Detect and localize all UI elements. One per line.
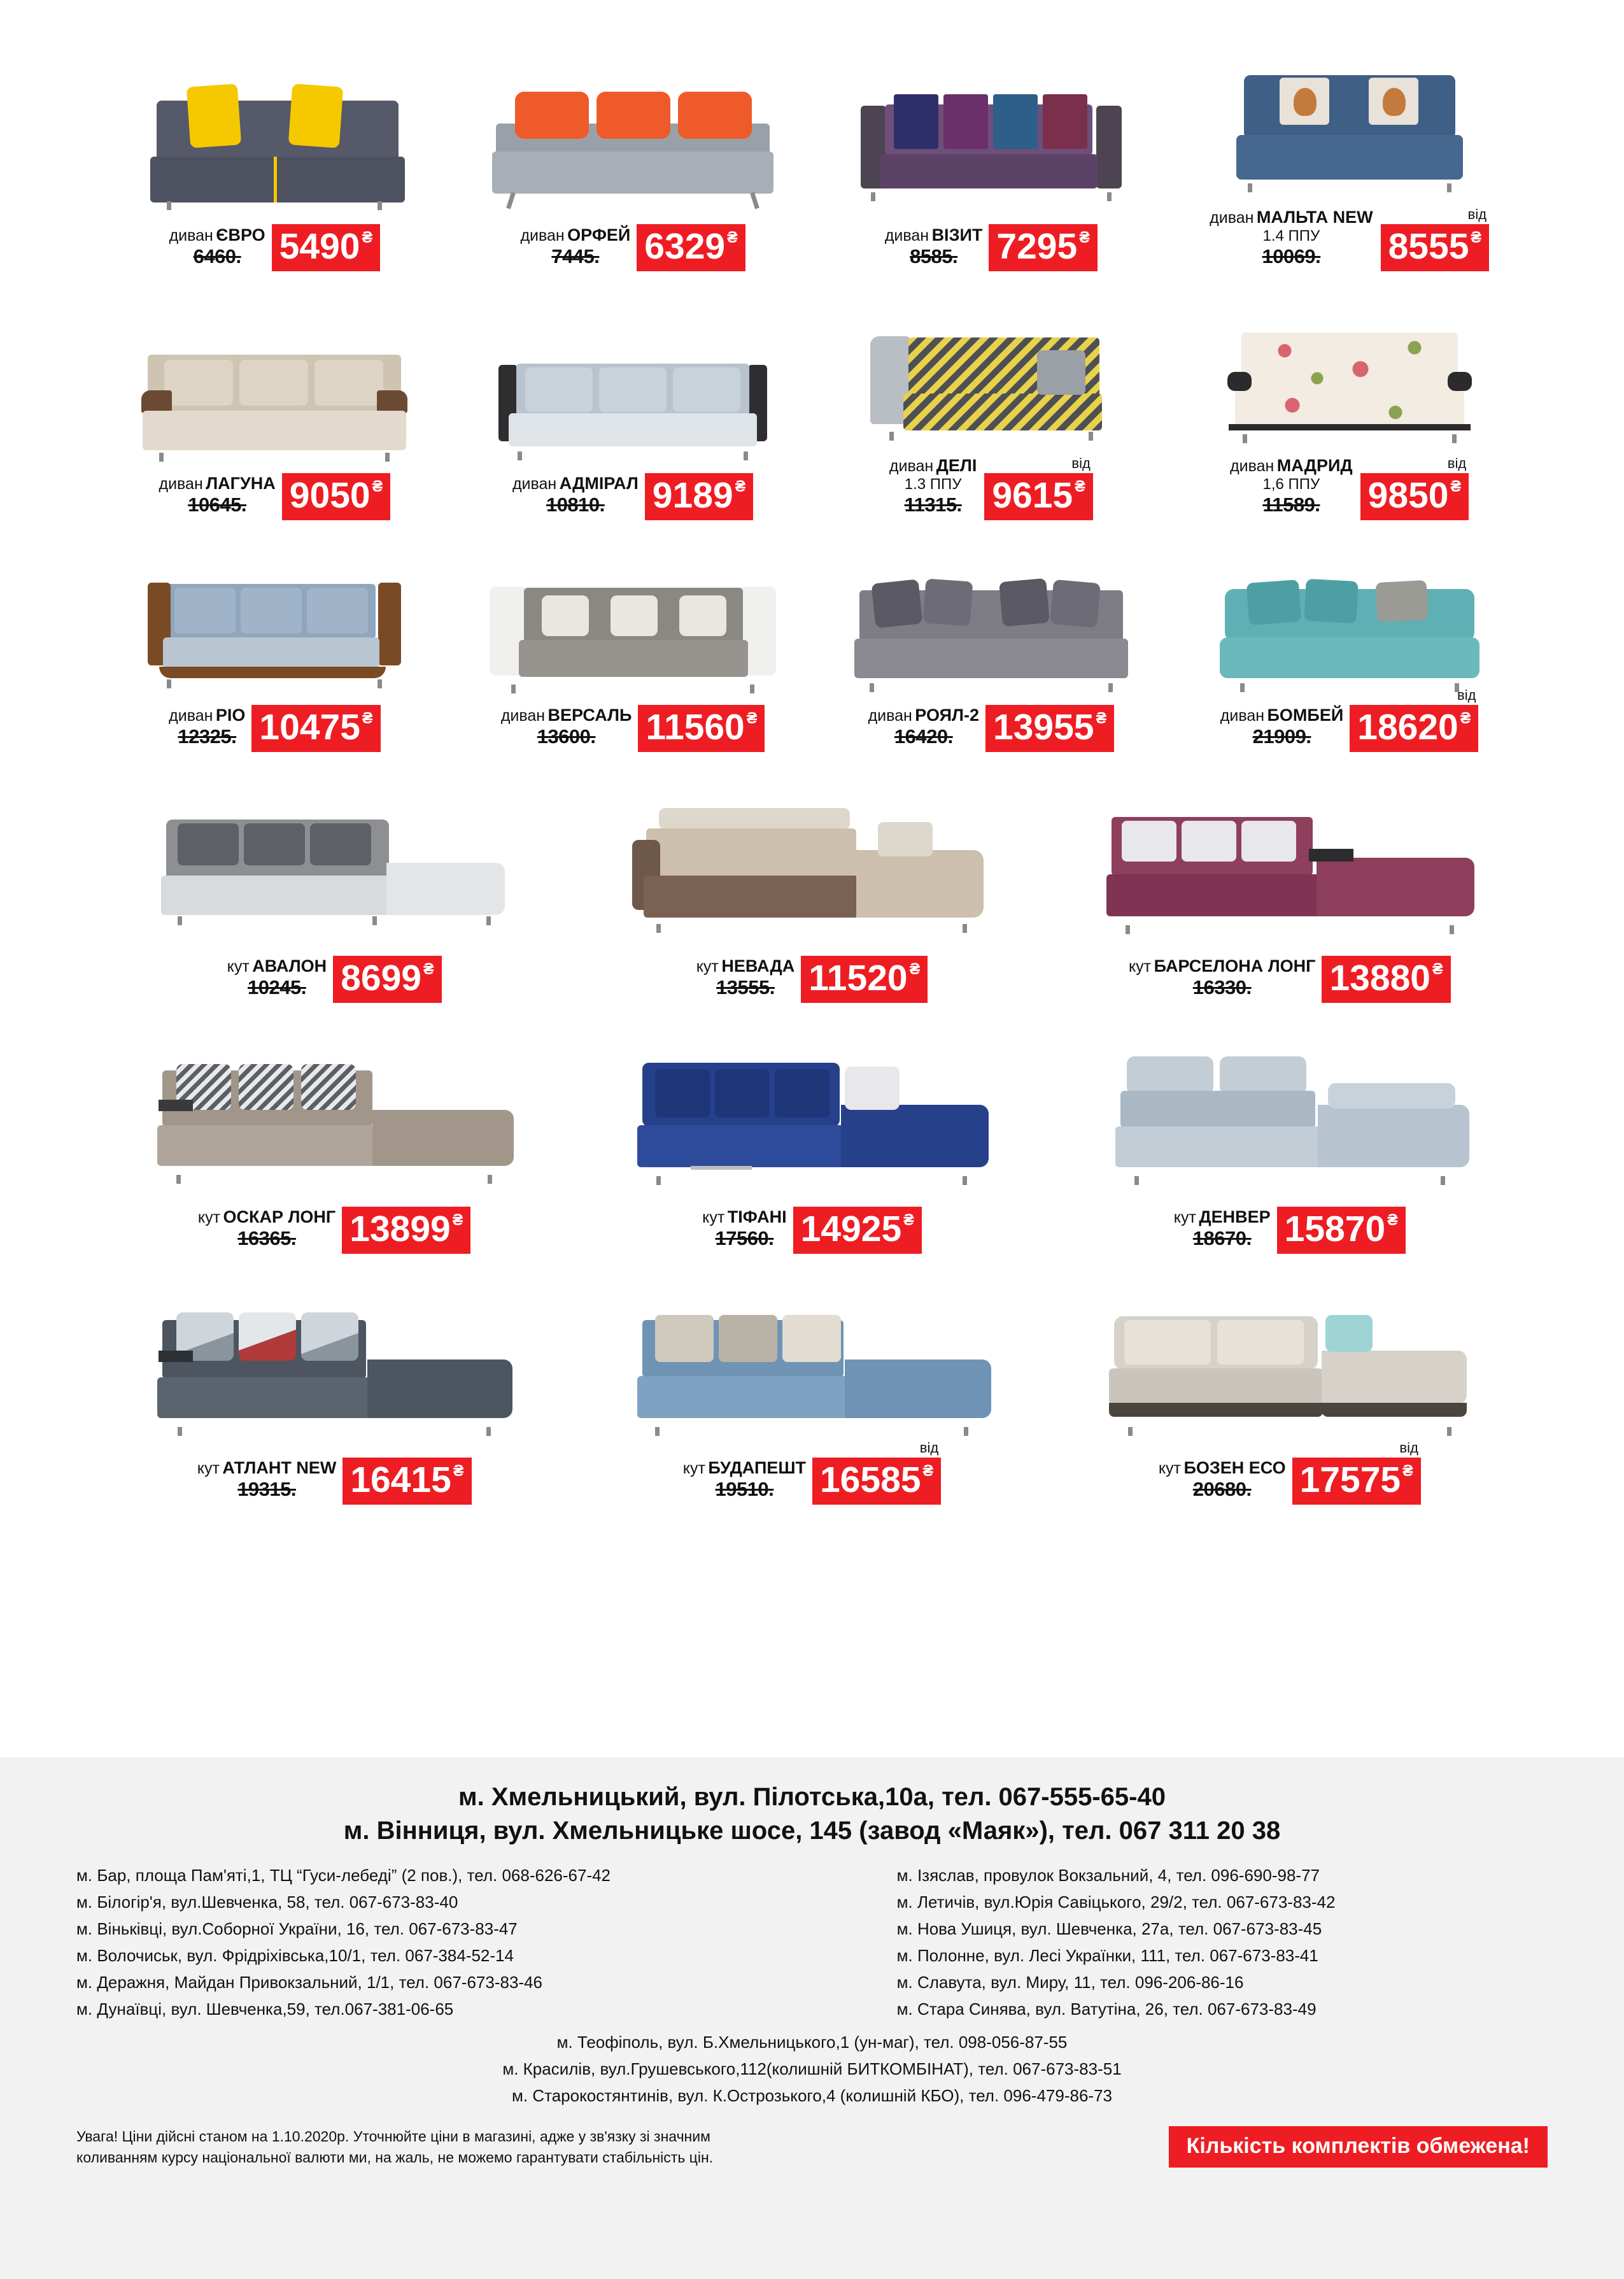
product-name: АДМІРАЛ — [559, 473, 639, 493]
product-label — [197, 1458, 343, 1505]
product-label — [1230, 456, 1360, 520]
price-value: 7295 — [996, 226, 1078, 267]
product-label — [889, 456, 984, 520]
product-image-evro — [95, 55, 454, 220]
product-label — [683, 1458, 812, 1505]
product-kind: диван — [1230, 457, 1274, 476]
currency-sign: ₴ — [452, 1210, 463, 1229]
product-kind: диван — [512, 474, 557, 493]
price-line — [1051, 1207, 1529, 1254]
product-card-nevada[interactable] — [573, 774, 1050, 1025]
price-badge — [342, 1458, 471, 1505]
product-name: МАЛЬТА NEW — [1256, 208, 1373, 227]
old-price: 11315. — [904, 493, 962, 516]
price-line — [454, 473, 812, 520]
footer-headline-line2: м. Вінниця, вул. Хмельницьке шосе, 145 (завод «Маяк»), тел. 067 311 20 38 — [343, 1816, 1281, 1845]
product-note: 1.3 ППУ — [904, 476, 962, 493]
product-name: ЛАГУНА — [206, 473, 276, 493]
product-card-bombay[interactable] — [1170, 542, 1529, 774]
price-line — [95, 1458, 573, 1505]
price-line — [812, 456, 1171, 520]
product-image-rio — [95, 542, 454, 701]
branch-item: м. Волочиськ, вул. Фрідріхівська,10/1, тел. 067-384-52-14 — [76, 1945, 514, 1965]
price-line — [454, 224, 812, 271]
product-card-versal[interactable] — [454, 542, 812, 774]
product-row — [95, 293, 1529, 541]
product-name: НЕВАДА — [721, 956, 795, 976]
price-badge — [1277, 1207, 1406, 1254]
branch-item: м. Ізяслав, провулок Вокзальний, 4, тел. 096-690-98-77 — [896, 1865, 1320, 1885]
branch-item: м. Летичів, вул.Юрія Савіцького, 29/2, тел. 067-673-83-42 — [896, 1892, 1336, 1912]
price-badge — [282, 473, 391, 520]
price-value: 16585 — [819, 1459, 921, 1500]
product-image-orfey — [454, 55, 812, 220]
product-card-deli[interactable] — [812, 293, 1171, 541]
price-line — [573, 1439, 1050, 1505]
price-value: 6329 — [644, 226, 726, 267]
product-kind: диван — [500, 706, 546, 725]
branch-column-center — [76, 2029, 1548, 2109]
product-name: БОМБЕЙ — [1267, 705, 1344, 725]
currency-sign: ₴ — [362, 709, 373, 727]
product-card-bozen-eco[interactable] — [1051, 1275, 1529, 1526]
product-name: ДЕЛІ — [936, 456, 977, 476]
product-row — [95, 542, 1529, 774]
product-image-budapest — [573, 1275, 1050, 1454]
price-value: 16415 — [350, 1459, 451, 1500]
price-badge — [812, 1439, 941, 1505]
branch-item: м. Теофіполь, вул. Б.Хмельницького,1 (ун-маг), тел. 098-056-87-55 — [556, 2033, 1068, 2052]
product-image-oskar-long — [95, 1025, 573, 1203]
price-value: 5490 — [279, 226, 360, 267]
product-kind: кут — [696, 957, 719, 976]
old-price: 7445. — [551, 245, 600, 267]
product-card-tifani[interactable] — [573, 1025, 1050, 1275]
branch-item: м. Віньківці, вул.Соборної України, 16, тел. 067-673-83-47 — [76, 1919, 518, 1938]
product-image-nevada — [573, 774, 1050, 952]
branch-item: м. Полонне, вул. Лесі Українки, 111, тел. 067-673-83-41 — [896, 1945, 1318, 1965]
product-name: ДЕНВЕР — [1199, 1207, 1271, 1226]
currency-sign: ₴ — [909, 960, 921, 978]
product-card-orfey[interactable] — [454, 38, 812, 293]
product-image-deli — [812, 293, 1171, 452]
product-name: ВІЗИТ — [931, 225, 983, 245]
product-label — [169, 225, 272, 272]
branch-item: м. Нова Ушиця, вул. Шевченка, 27а, тел. 067-673-83-45 — [896, 1919, 1322, 1938]
product-kind: кут — [1128, 957, 1152, 976]
old-price: 19315. — [237, 1477, 296, 1500]
price-line — [454, 705, 812, 752]
product-label — [1129, 956, 1322, 1003]
product-name: РОЯЛ-2 — [915, 705, 979, 725]
product-card-madrid[interactable] — [1170, 293, 1529, 541]
price-line — [95, 1207, 573, 1254]
price-badge — [989, 224, 1098, 271]
product-image-bozen-eco — [1051, 1275, 1529, 1454]
product-kind: кут — [1158, 1459, 1181, 1477]
branch-item: м. Стара Синява, вул. Ватутіна, 26, тел. 067-673-83-49 — [896, 1999, 1317, 2019]
product-row — [95, 38, 1529, 293]
product-row — [95, 1275, 1529, 1526]
product-image-avalon — [95, 774, 573, 952]
product-label — [198, 1207, 342, 1254]
price-badge — [1360, 455, 1469, 520]
price-value: 10475 — [259, 706, 360, 748]
currency-sign: ₴ — [727, 229, 738, 247]
branch-item: м. Старокостянтинів, вул. К.Острозького,4 (колишній КБО), тел. 096-479-86-73 — [512, 2086, 1112, 2106]
currency-sign: ₴ — [746, 709, 758, 727]
price-badge — [251, 705, 380, 752]
price-value: 8699 — [341, 957, 421, 998]
currency-sign: ₴ — [1079, 229, 1090, 247]
price-badge — [638, 705, 765, 752]
product-image-barcelona-long — [1051, 774, 1529, 952]
from-label: від — [1467, 206, 1487, 223]
price-value: 9850 — [1367, 474, 1449, 516]
product-label — [868, 706, 985, 752]
product-label — [1159, 1458, 1292, 1505]
price-value: 9050 — [289, 474, 371, 516]
old-price: 13555. — [716, 976, 775, 998]
product-card-budapest[interactable] — [573, 1275, 1050, 1526]
currency-sign: ₴ — [1471, 229, 1482, 247]
currency-sign: ₴ — [362, 229, 373, 247]
product-card-denver[interactable] — [1051, 1025, 1529, 1275]
from-label: від — [1071, 455, 1091, 471]
product-label — [501, 706, 639, 752]
product-row — [95, 774, 1529, 1025]
product-kind: диван — [169, 226, 213, 245]
currency-sign: ₴ — [1096, 709, 1107, 727]
product-name: БОЗЕН ЕСО — [1183, 1458, 1286, 1477]
product-image-bombay — [1170, 542, 1529, 701]
old-price: 6460. — [193, 245, 241, 267]
product-name: ОРФЕЙ — [567, 225, 631, 245]
product-label — [1220, 706, 1350, 752]
old-price: 10245. — [247, 976, 306, 998]
product-label — [1174, 1207, 1277, 1254]
product-row — [95, 1025, 1529, 1275]
product-card-laguna[interactable] — [95, 293, 454, 541]
old-price: 8585. — [910, 245, 958, 267]
product-card-rio[interactable] — [95, 542, 454, 774]
old-price: 16420. — [894, 725, 953, 748]
product-card-evro[interactable] — [95, 38, 454, 293]
product-kind: диван — [884, 226, 929, 245]
currency-sign: ₴ — [1460, 709, 1471, 727]
product-name: БУДАПЕШТ — [708, 1458, 806, 1477]
product-name: БАРСЕЛОНА ЛОНГ — [1154, 956, 1316, 976]
product-name: МАДРИД — [1276, 456, 1353, 476]
price-value: 15870 — [1284, 1208, 1386, 1249]
product-kind: кут — [1173, 1208, 1196, 1226]
branch-item: м. Бар, площа Пам'яті,1, ТЦ “Гуси-лебеді” (2 пов.), тел. 068-626-67-42 — [76, 1865, 611, 1885]
footer-headline — [76, 1780, 1548, 1848]
product-kind: диван — [1210, 209, 1254, 227]
currency-sign: ₴ — [922, 1461, 934, 1480]
product-note: 1,6 ППУ — [1262, 476, 1320, 493]
branch-item: м. Славута, вул. Миру, 11, тел. 096-206-86-16 — [896, 1973, 1244, 1992]
product-name: АТЛАНТ NEW — [222, 1458, 337, 1477]
price-value: 18620 — [1357, 706, 1458, 748]
product-kind: диван — [1220, 706, 1265, 725]
product-label — [1210, 208, 1380, 271]
old-price: 12325. — [178, 725, 237, 748]
product-label — [169, 706, 251, 752]
product-name: ТІФАНІ — [727, 1207, 787, 1226]
price-value: 11560 — [646, 706, 745, 748]
product-card-barcelona-long[interactable] — [1051, 774, 1529, 1025]
price-disclaimer — [76, 2126, 713, 2169]
price-value: 13880 — [1329, 957, 1430, 998]
product-kind: диван — [868, 706, 912, 725]
currency-sign: ₴ — [1402, 1461, 1413, 1480]
product-kind: кут — [702, 1208, 725, 1226]
product-label — [159, 474, 281, 520]
product-name: РІО — [215, 705, 246, 725]
old-price: 18670. — [1192, 1226, 1252, 1249]
price-line — [95, 473, 454, 520]
product-card-atlant-new[interactable] — [95, 1275, 573, 1526]
old-price: 16365. — [237, 1226, 296, 1249]
product-label — [696, 956, 801, 1003]
price-line — [1170, 208, 1529, 271]
product-kind: диван — [169, 706, 213, 725]
product-image-madrid — [1170, 293, 1529, 452]
branch-list — [76, 1862, 1548, 2023]
price-value: 14925 — [800, 1208, 902, 1249]
product-card-admiral[interactable] — [454, 293, 812, 541]
limited-stock-badge: Кількість комплектів обмежена! — [1169, 2126, 1548, 2168]
old-price: 10069. — [1262, 245, 1321, 267]
branch-column-left — [76, 1862, 797, 2023]
product-image-atlant-new — [95, 1275, 573, 1454]
product-card-avalon[interactable] — [95, 774, 573, 1025]
price-badge — [1350, 686, 1478, 752]
price-badge — [1292, 1439, 1421, 1505]
product-image-malta-new — [1170, 38, 1529, 204]
product-kind: кут — [197, 1459, 220, 1477]
price-badge — [793, 1207, 922, 1254]
old-price: 16330. — [1192, 976, 1252, 998]
old-price: 10645. — [188, 493, 247, 516]
product-image-royal-2 — [812, 542, 1171, 701]
product-label — [227, 956, 334, 1003]
currency-sign: ₴ — [1450, 477, 1462, 495]
footer — [0, 1756, 1624, 2279]
price-line — [95, 956, 573, 1003]
price-value: 17575 — [1299, 1459, 1401, 1500]
price-badge — [1381, 206, 1490, 271]
from-label: від — [1447, 455, 1467, 471]
product-kind: диван — [520, 226, 565, 245]
disclaimer-line2: коливанням курсу національної валюти ми, на жаль, не можемо гарантувати стабільність цін. — [76, 2148, 714, 2166]
old-price: 11589. — [1262, 493, 1320, 516]
branch-item: м. Дунаївці, вул. Шевченка,59, тел.067-381-06-65 — [76, 1999, 454, 2019]
disclaimer-line1: Увага! Ціни дійсні станом на 1.10.2020р. Уточнюйте ціни в магазині, адже у зв'язку зі значним — [76, 2127, 710, 2145]
product-image-vizit — [812, 55, 1171, 220]
price-line — [1051, 1439, 1529, 1505]
price-value: 11520 — [808, 957, 908, 998]
product-image-denver — [1051, 1025, 1529, 1203]
price-line — [1170, 456, 1529, 520]
product-kind: диван — [889, 457, 934, 476]
price-badge — [645, 473, 754, 520]
price-badge — [272, 224, 381, 271]
currency-sign: ₴ — [1075, 477, 1085, 495]
product-kind: диван — [159, 474, 203, 493]
product-card-oskar-long[interactable] — [95, 1025, 573, 1275]
product-image-tifani — [573, 1025, 1050, 1203]
product-kind: кут — [197, 1208, 221, 1226]
product-kind: кут — [682, 1459, 705, 1477]
currency-sign: ₴ — [735, 477, 746, 495]
product-card-vizit[interactable] — [812, 38, 1171, 293]
product-card-royal-2[interactable] — [812, 542, 1171, 774]
old-price: 13600. — [537, 725, 596, 748]
product-image-admiral — [454, 310, 812, 469]
old-price: 17560. — [715, 1226, 774, 1249]
product-note: 1.4 ППУ — [1262, 227, 1320, 245]
from-label: від — [919, 1439, 939, 1456]
price-value: 13955 — [992, 706, 1094, 748]
currency-sign: ₴ — [423, 960, 434, 978]
price-badge — [333, 956, 442, 1003]
currency-sign: ₴ — [903, 1210, 914, 1229]
footer-headline-line1: м. Хмельницький, вул. Пілотська,10а, тел. 067-555-65-40 — [458, 1783, 1166, 1811]
product-label — [702, 1207, 793, 1254]
branch-item: м. Красилів, вул.Грушевського,112(колишній БИТКОМБІНАТ), тел. 067-673-83-51 — [502, 2059, 1122, 2079]
price-line — [812, 224, 1171, 271]
product-label — [520, 225, 637, 272]
footer-bottom-bar — [76, 2126, 1548, 2169]
price-badge — [637, 224, 745, 271]
product-image-versal — [454, 542, 812, 701]
product-name: ЄВРО — [216, 225, 265, 245]
product-name: ОСКАР ЛОНГ — [223, 1207, 336, 1226]
old-price: 10810. — [546, 493, 605, 516]
product-image-laguna — [95, 310, 454, 469]
price-value: 9189 — [652, 474, 733, 516]
product-label — [512, 474, 645, 520]
price-value: 13899 — [350, 1208, 451, 1249]
price-badge — [801, 956, 928, 1003]
price-badge — [342, 1207, 470, 1254]
product-name: ВЕРСАЛЬ — [547, 705, 632, 725]
price-value: 8555 — [1388, 226, 1469, 267]
product-label — [885, 225, 989, 272]
price-badge — [984, 455, 1093, 520]
price-line — [812, 705, 1171, 752]
price-line — [1170, 686, 1529, 752]
old-price: 19510. — [715, 1477, 774, 1500]
old-price: 21909. — [1252, 725, 1311, 748]
branch-column-right — [827, 1862, 1548, 2023]
product-kind: кут — [227, 957, 250, 976]
price-line — [573, 956, 1050, 1003]
branch-item: м. Деражня, Майдан Привокзальний, 1/1, тел. 067-673-83-46 — [76, 1973, 542, 1992]
price-line — [95, 224, 454, 271]
price-badge — [1322, 956, 1450, 1003]
from-label: від — [1399, 1439, 1418, 1456]
branch-item: м. Білогір'я, вул.Шевченка, 58, тел. 067-673-83-40 — [76, 1892, 458, 1912]
price-line — [573, 1207, 1050, 1254]
currency-sign: ₴ — [372, 477, 383, 495]
currency-sign: ₴ — [1432, 960, 1443, 978]
from-label: від — [1457, 686, 1476, 703]
price-value: 9615 — [992, 474, 1073, 516]
product-card-malta-new[interactable] — [1170, 38, 1529, 293]
price-line — [1051, 956, 1529, 1003]
product-name: АВАЛОН — [252, 956, 327, 976]
price-line — [95, 705, 454, 752]
old-price: 20680. — [1192, 1477, 1252, 1500]
price-badge — [985, 705, 1114, 752]
currency-sign: ₴ — [453, 1461, 464, 1480]
currency-sign: ₴ — [1387, 1210, 1398, 1229]
